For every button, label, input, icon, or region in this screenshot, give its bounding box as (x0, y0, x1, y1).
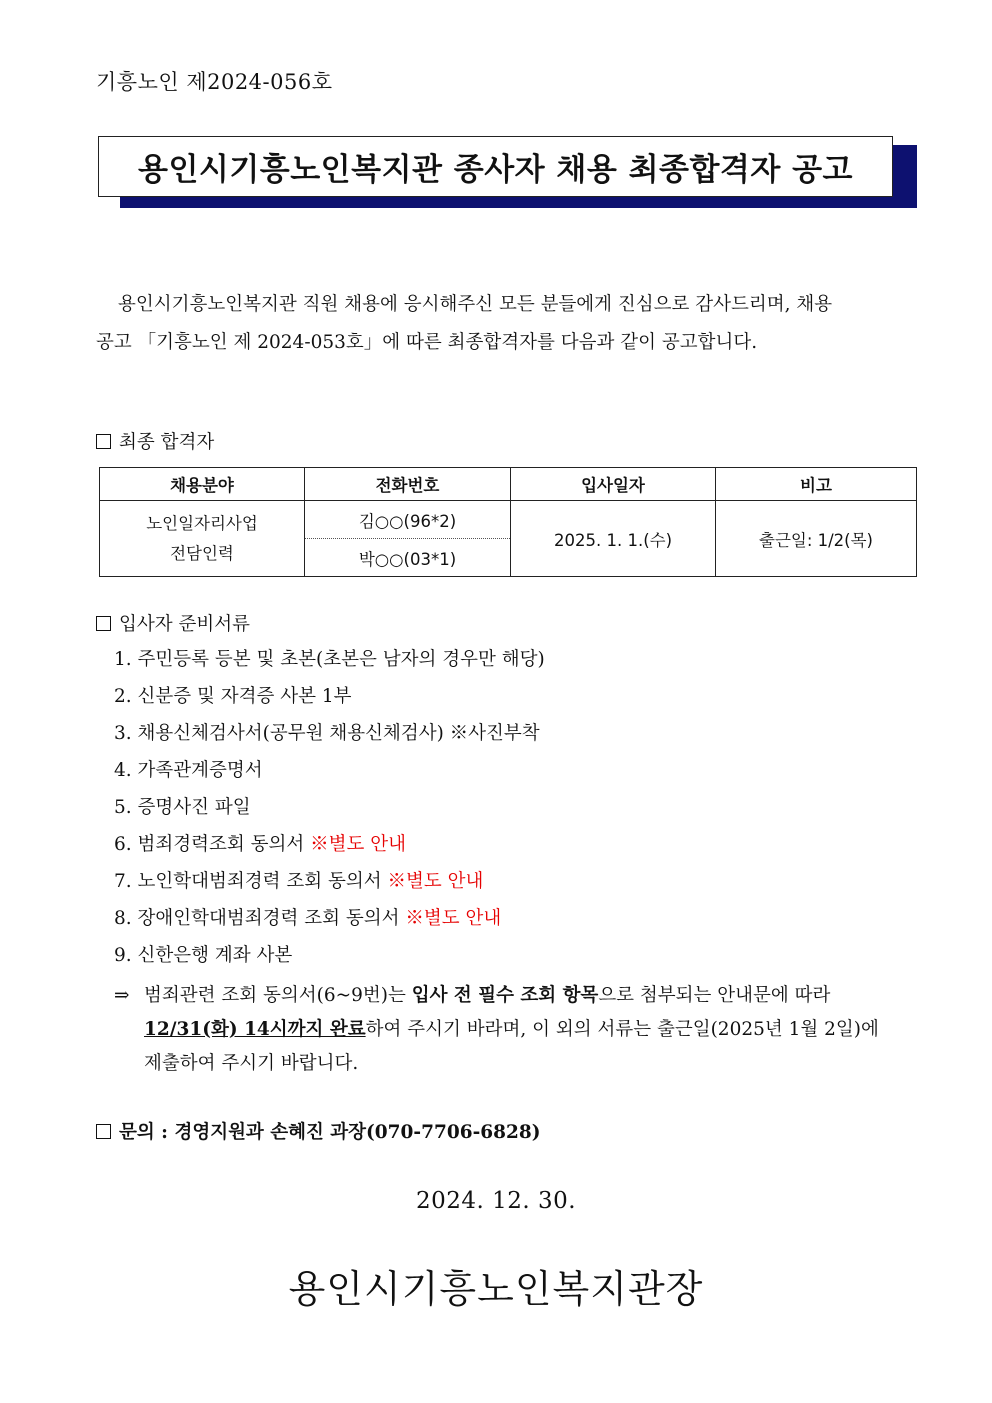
table-header-row (100, 468, 917, 501)
list-item (114, 831, 545, 868)
header-join-date: 입사일자 (511, 468, 716, 501)
header-phone: 전화번호 (305, 468, 511, 501)
list-item (114, 794, 545, 831)
intro-line-1: 용인시기흥노인복지관 직원 채용에 응시해주신 모든 분들에게 진심으로 감사드리며, 채용 (118, 294, 833, 315)
note-text: 범죄관련 조회 동의서(6~9번)는 (144, 985, 412, 1006)
list-item (114, 683, 545, 720)
doc-item-text: 9. 신한은행 계좌 사본 (114, 945, 293, 966)
documents-note (114, 979, 920, 1081)
section-final-passers (96, 428, 214, 454)
doc-item-text: 2. 신분증 및 자격증 사본 1부 (114, 686, 352, 707)
section-contact (96, 1118, 541, 1144)
note-text: 하여 주시기 바라며, 이 외의 서류는 출근일(2025년 1월 2일)에 (365, 1019, 879, 1040)
contact-info: 문의 : 경영지원과 손혜진 과장(070-7706-6828) (119, 1122, 541, 1143)
signature-title: 용인시기흥노인복지관장 (288, 1267, 704, 1311)
cell-remark: 출근일: 1/2(목) (716, 501, 917, 577)
list-item (114, 720, 545, 757)
section-documents (96, 610, 250, 636)
doc-item-text: 7. 노인학대범죄경력 조회 동의서 (114, 871, 388, 892)
note-line-2 (144, 1013, 920, 1047)
list-item (114, 942, 545, 979)
header-remark: 비고 (716, 468, 917, 501)
field-line-1: 노인일자리사업 (146, 513, 258, 533)
doc-item-text: 3. 채용신체검사서(공무원 채용신체검사) ※사진부착 (114, 723, 540, 744)
separate-notice-note: ※별도 안내 (387, 871, 484, 892)
note-line-3: 제출하여 주시기 바랍니다. (144, 1053, 359, 1074)
note-deadline: 12/31(화) 14시까지 완료 (144, 1019, 366, 1040)
cell-field (100, 501, 305, 577)
doc-item-text: 1. 주민등록 등본 및 초본(초본은 남자의 경우만 해당) (114, 649, 545, 670)
doc-item-text: 6. 범죄경력조회 동의서 (114, 834, 311, 855)
doc-item-text: 4. 가족관계증명서 (114, 760, 263, 781)
checkbox-square-icon (96, 1124, 111, 1139)
section-docs-label: 입사자 준비서류 (119, 614, 250, 635)
list-item (114, 905, 545, 942)
table-row (100, 501, 917, 539)
cell-join-date: 2025. 1. 1.(수) (511, 501, 716, 577)
cell-name-1: 김○○(96*2) (305, 501, 511, 539)
separate-notice-note: ※별도 안내 (405, 908, 502, 929)
header-field: 채용분야 (100, 468, 305, 501)
intro-paragraph (96, 286, 920, 362)
section-final-label: 최종 합격자 (119, 432, 215, 453)
final-passers-table (99, 467, 917, 577)
documents-list (114, 646, 545, 979)
list-item (114, 757, 545, 794)
doc-item-text: 5. 증명사진 파일 (114, 797, 251, 818)
separate-notice-note: ※별도 안내 (310, 834, 407, 855)
note-text: 으로 첨부되는 안내문에 따라 (598, 985, 831, 1006)
checkbox-square-icon (96, 434, 111, 449)
note-line-1 (144, 979, 920, 1013)
field-line-2: 전담인력 (170, 543, 234, 563)
doc-item-text: 8. 장애인학대범죄경력 조회 동의서 (114, 908, 406, 929)
list-item (114, 868, 545, 905)
arrow-icon: ⇒ (114, 985, 130, 1006)
cell-name-2: 박○○(03*1) (305, 539, 511, 577)
page-title: 용인시기흥노인복지관 종사자 채용 최종합격자 공고 (138, 152, 853, 188)
list-item (114, 646, 545, 683)
note-bold-text: 입사 전 필수 조회 항목 (411, 985, 599, 1006)
document-number: 기흥노인 제2024-056호 (96, 70, 333, 94)
issue-date: 2024. 12. 30. (415, 1188, 577, 1214)
intro-line-2: 공고 「기흥노인 제 2024-053호」에 따른 최종합격자를 다음과 같이 공고합니다. (96, 332, 758, 353)
title-box (98, 136, 893, 197)
checkbox-square-icon (96, 616, 111, 631)
